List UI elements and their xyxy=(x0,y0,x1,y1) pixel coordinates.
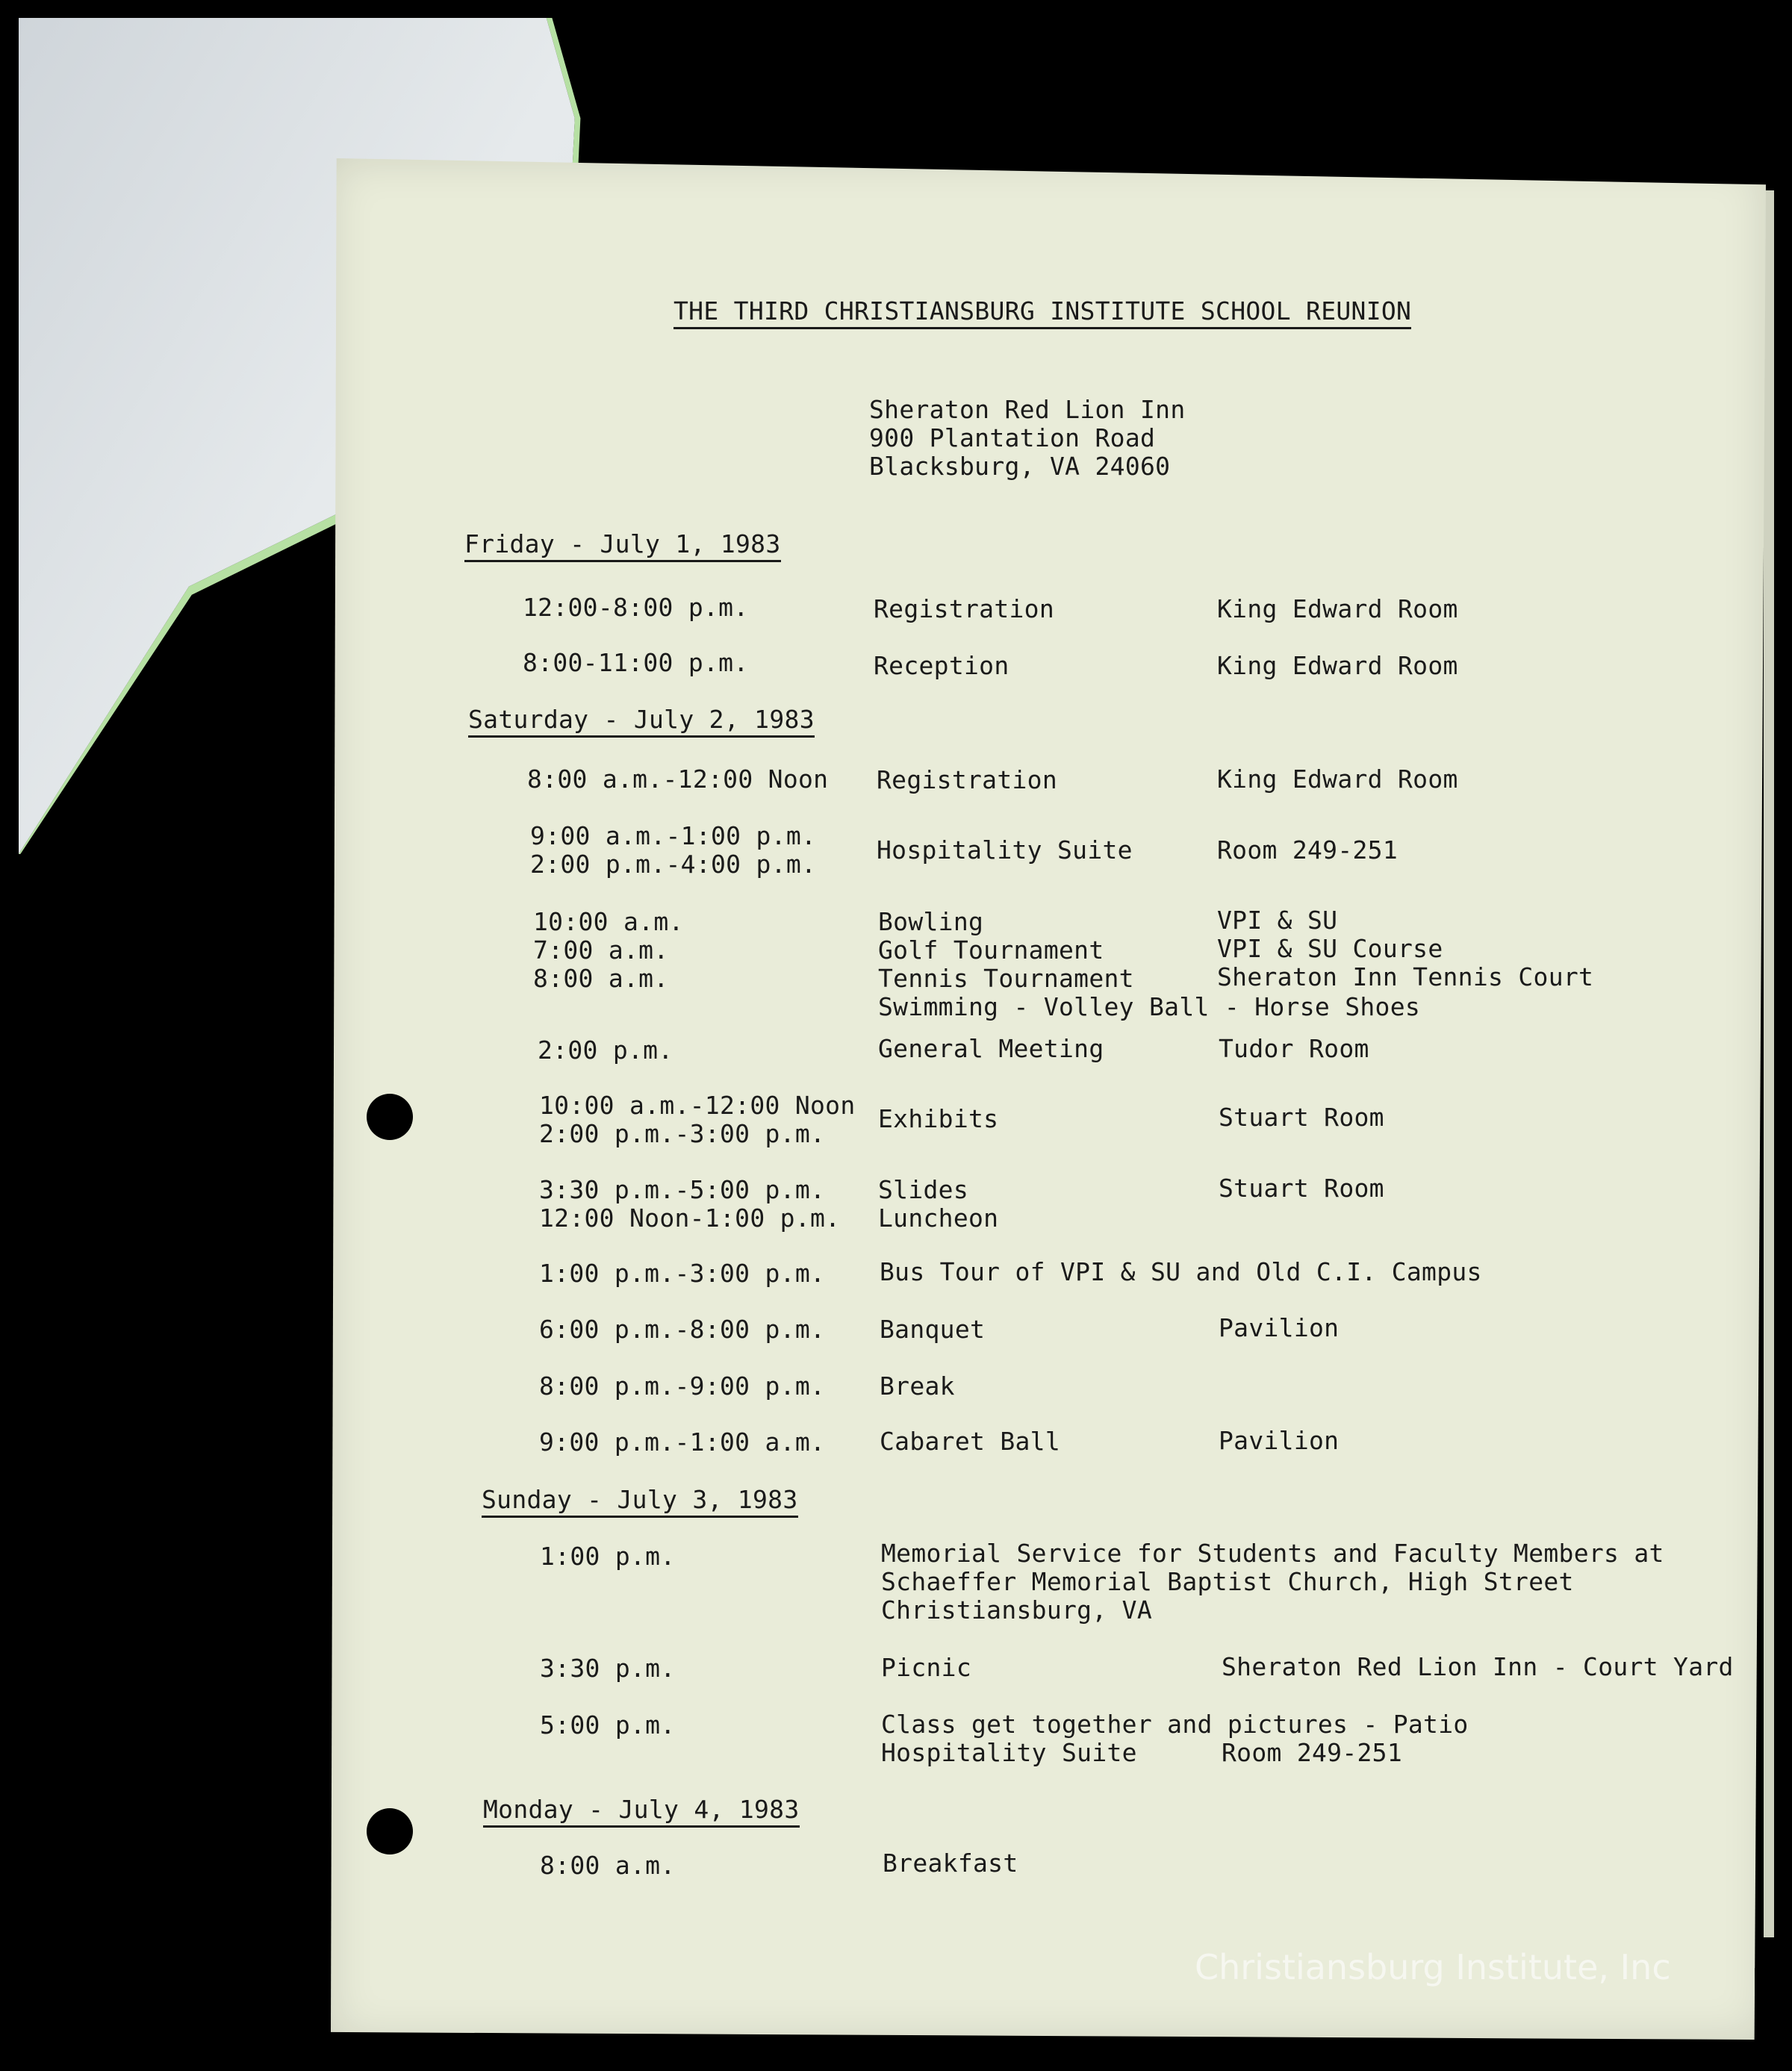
schedule-event: Exhibits xyxy=(878,1104,999,1133)
schedule-place: Sheraton Red Lion Inn - Court Yard xyxy=(1222,1652,1734,1681)
schedule-time: 6:00 p.m.-8:00 p.m. xyxy=(539,1315,826,1344)
schedule-place: Room 249-251 xyxy=(1217,835,1399,865)
schedule-event: Reception xyxy=(874,651,1009,680)
schedule-place: King Edward Room xyxy=(1217,594,1458,623)
venue-city: Blacksburg, VA 24060 xyxy=(869,452,1171,481)
schedule-event: Break xyxy=(880,1371,955,1401)
schedule-time: 3:30 p.m. xyxy=(540,1654,676,1683)
schedule-event: Cabaret Ball xyxy=(880,1427,1061,1456)
schedule-place: King Edward Room xyxy=(1217,651,1458,680)
day-heading-sunday: Sunday - July 3, 1983 xyxy=(482,1486,798,1518)
schedule-place: VPI & SU VPI & SU Course Sheraton Inn Tennis Court xyxy=(1217,906,1594,991)
watermark: Christiansburg Institute, Inc xyxy=(1195,1947,1671,1987)
venue-street: 900 Plantation Road xyxy=(869,423,1156,452)
page-edge-mark xyxy=(1755,1968,1764,2011)
schedule-time: 2:00 p.m. xyxy=(538,1036,673,1065)
schedule-event: Picnic xyxy=(881,1653,972,1682)
schedule-event: Registration xyxy=(877,765,1058,794)
schedule-time: 3:30 p.m.-5:00 p.m. 12:00 Noon-1:00 p.m. xyxy=(539,1175,841,1233)
schedule-place: Stuart Room xyxy=(1219,1103,1384,1132)
schedule-time: 8:00 a.m.-12:00 Noon xyxy=(527,764,829,794)
schedule-event: Banquet xyxy=(880,1315,986,1344)
schedule-event: Slides Luncheon xyxy=(878,1175,999,1233)
schedule-event: Breakfast xyxy=(883,1849,1018,1878)
schedule-place: Stuart Room xyxy=(1219,1174,1384,1203)
schedule-event: General Meeting xyxy=(878,1034,1104,1063)
schedule-time: 1:00 p.m. xyxy=(540,1542,676,1571)
schedule-time: 9:00 p.m.-1:00 a.m. xyxy=(539,1427,826,1457)
schedule-time: 5:00 p.m. xyxy=(540,1710,676,1740)
schedule-event: Bowling Golf Tournament Tennis Tournament Swimming - Volley Ball - Horse Shoes xyxy=(878,907,1421,1021)
schedule-time: 9:00 a.m.-1:00 p.m. 2:00 p.m.-4:00 p.m. xyxy=(530,821,817,879)
schedule-event: Registration xyxy=(874,594,1055,623)
schedule-event: Hospitality Suite xyxy=(877,835,1133,865)
schedule-place: Room 249-251 xyxy=(1222,1738,1403,1767)
schedule-time: 8:00 p.m.-9:00 p.m. xyxy=(539,1371,826,1401)
schedule-time: 10:00 a.m. 7:00 a.m. 8:00 a.m. xyxy=(533,907,684,993)
schedule-place: Tudor Room xyxy=(1219,1034,1369,1063)
punch-hole-upper xyxy=(367,1094,413,1140)
schedule-time: 8:00-11:00 p.m. xyxy=(523,648,749,677)
schedule-time: 8:00 a.m. xyxy=(540,1851,676,1880)
schedule-event: Memorial Service for Students and Faculty Members at Schaeffer Memorial Baptist Church, High Street Christiansburg, VA xyxy=(881,1539,1664,1625)
schedule-time: 10:00 a.m.-12:00 Noon 2:00 p.m.-3:00 p.m. xyxy=(539,1091,856,1148)
schedule-time: 1:00 p.m.-3:00 p.m. xyxy=(539,1259,826,1288)
schedule-time: 12:00-8:00 p.m. xyxy=(523,593,749,622)
schedule-place: Pavilion xyxy=(1219,1426,1340,1455)
day-heading-saturday: Saturday - July 2, 1983 xyxy=(468,706,815,738)
schedule-place: King Edward Room xyxy=(1217,764,1458,794)
punch-hole-lower xyxy=(367,1808,413,1854)
day-heading-monday: Monday - July 4, 1983 xyxy=(483,1796,800,1828)
document-title: THE THIRD CHRISTIANSBURG INSTITUTE SCHOOL REUNION xyxy=(673,297,1411,329)
day-heading-friday: Friday - July 1, 1983 xyxy=(464,530,781,562)
schedule-event: Bus Tour of VPI & SU and Old C.I. Campus xyxy=(880,1257,1482,1286)
page-edge-shadow xyxy=(1764,190,1774,1937)
venue-name: Sheraton Red Lion Inn xyxy=(869,395,1186,424)
schedule-event: Class get together and pictures - Patio Hospitality Suite xyxy=(881,1710,1469,1767)
schedule-place: Pavilion xyxy=(1219,1313,1340,1342)
